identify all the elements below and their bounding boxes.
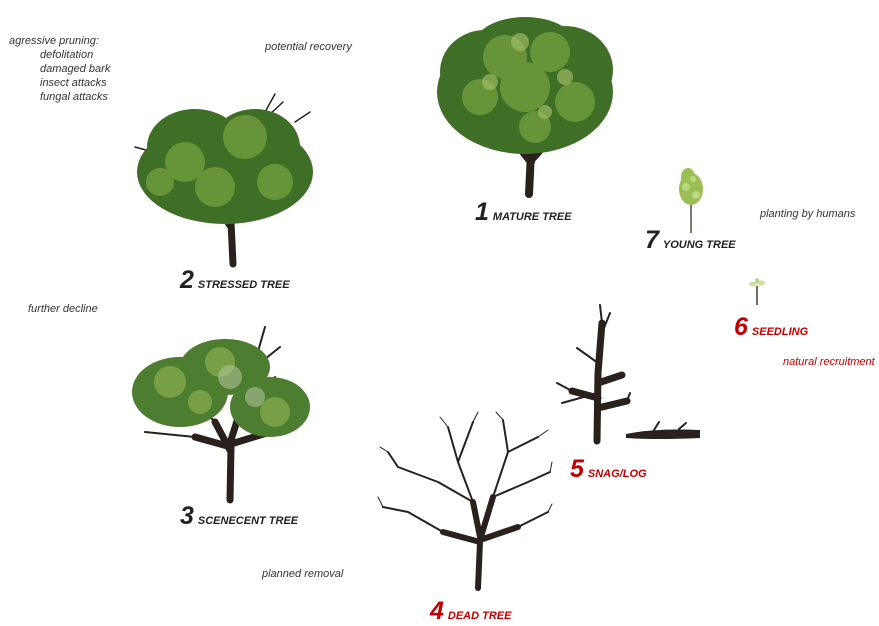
stage-label-stressed bbox=[180, 266, 290, 295]
seedling-illustration bbox=[748, 278, 766, 306]
stage-number: 2 bbox=[180, 266, 194, 294]
stage-name: SEEDLING bbox=[751, 326, 809, 338]
stressed-tree-illustration bbox=[125, 92, 320, 267]
stage-number: 7 bbox=[645, 226, 659, 254]
note-planned-removal: planned removal bbox=[262, 568, 344, 580]
stage-label-mature bbox=[475, 198, 572, 227]
stage-label-dead bbox=[430, 597, 511, 626]
stage-name: YOUNG TREE bbox=[662, 239, 736, 251]
stage-label-senescent bbox=[180, 502, 298, 531]
note-potential-recovery: potential recovery bbox=[265, 41, 352, 53]
stage-label-snag-log bbox=[570, 455, 647, 484]
stage-number: 5 bbox=[570, 455, 584, 483]
dead-tree-illustration bbox=[378, 412, 553, 590]
log-illustration bbox=[624, 420, 704, 442]
stage-name: STRESSED TREE bbox=[197, 279, 290, 291]
stage-name: DEAD TREE bbox=[447, 610, 512, 622]
senescent-tree-illustration bbox=[125, 322, 315, 502]
young-tree-illustration bbox=[676, 167, 706, 235]
stage-name: SCENECENT TREE bbox=[197, 515, 299, 527]
note-pruning-item: insect attacks bbox=[40, 77, 107, 89]
stage-number: 4 bbox=[430, 597, 444, 625]
stage-number: 6 bbox=[734, 313, 748, 341]
snag-illustration bbox=[552, 303, 632, 443]
note-pruning-item: fungal attacks bbox=[40, 91, 108, 103]
stage-label-seedling bbox=[734, 313, 808, 342]
note-further-decline: further decline bbox=[28, 303, 98, 315]
stage-number: 1 bbox=[475, 198, 489, 226]
note-pruning-item: defolitation bbox=[40, 49, 94, 61]
stage-number: 3 bbox=[180, 502, 194, 530]
mature-tree-illustration bbox=[425, 12, 625, 197]
stage-name: MATURE TREE bbox=[492, 211, 572, 223]
note-pruning-title: agressive pruning: bbox=[9, 35, 99, 47]
note-pruning-item: damaged bark bbox=[40, 63, 111, 75]
stage-name: SNAG/LOG bbox=[587, 468, 647, 480]
note-natural-recruitment: natural recruitment bbox=[783, 356, 875, 368]
note-planting: planting by humans bbox=[760, 208, 856, 220]
